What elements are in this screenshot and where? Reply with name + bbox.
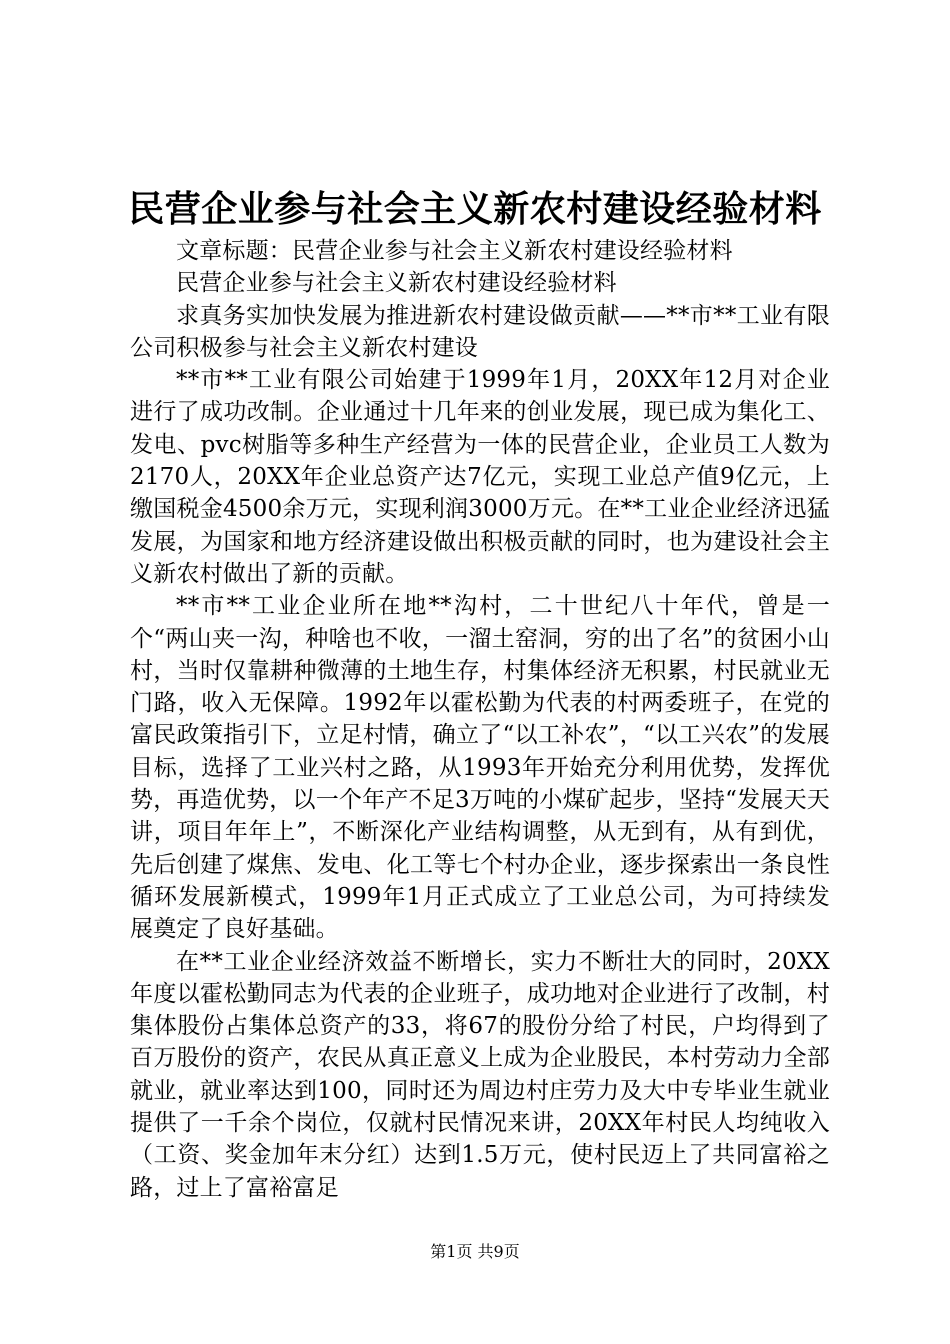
document-body xyxy=(130,235,830,1204)
document-title: 民营企业参与社会主义新农村建设经验材料 xyxy=(128,188,822,230)
heading-paragraph: 求真务实加快发展为推进新农村建设做贡献——**市**工业有限公司积极参与社会主义新农村建设 xyxy=(130,302,830,361)
body-paragraph-company: **市**工业有限公司始建于1999年1月，20XX年12月对企业进行了成功改制。企业通过十几年来的创业发展，现已成为集化工、发电、pvc树脂等多种生产经营为一体的民营企业，企业员工人数为2170人，20XX年企业总资产达7亿元，实现工业总产值9亿元，上缴国税金4500余万元，实现利润3000万元。在**工业企业经济迅猛发展，为国家和地方经济建设做出积极贡献的同时，也为建设社会主义新农村做出了新的贡献。 xyxy=(130,367,830,587)
body-paragraph-history: **市**工业企业所在地**沟村，二十世纪八十年代，曾是一个“两山夹一沟，种啥也不收，一溜土窑洞，穷的出了名”的贫困小山村，当时仅靠耕种微薄的土地生存，村集体经济无积累，村民就业无门路，收入无保障。1992年以霍松勤为代表的村两委班子，在党的富民政策指引下，立足村情，确立了“以工补农”，“以工兴农”的发展目标，选择了工业兴村之路，从1993年开始充分利用优势，发挥优势，再造优势，以一个年产不足3万吨的小煤矿起步，坚持“发展天天讲，项目年年上”，不断深化产业结构调整，从无到有，从有到优，先后创建了煤焦、发电、化工等七个村办企业，逐步探索出一条良性循环发展新模式，1999年1月正式成立了工业总公司，为可持续发展奠定了良好基础。 xyxy=(130,593,830,943)
body-paragraph-reform: 在**工业企业经济效益不断增长，实力不断壮大的同时，20XX年度以霍松勤同志为代表的企业班子，成功地对企业进行了改制，村集体股份占集体总资产的33，将67的股份分给了村民，户均得到了百万股份的资产，农民从真正意义上成为企业股民，本村劳动力全部就业，就业率达到100，同时还为周边村庄劳力及大中专毕业生就业提供了一千余个岗位，仅就村民情况来讲，20XX年村民人均纯收入（工资、奖金加年末分红）达到1.5万元，使村民迈上了共同富裕之路，过上了富裕富足 xyxy=(130,948,830,1201)
subtitle-line: 民营企业参与社会主义新农村建设经验材料 xyxy=(176,270,617,297)
article-title-line: 文章标题：民营企业参与社会主义新农村建设经验材料 xyxy=(176,238,733,264)
page-footer: 第1页 共9页 xyxy=(430,1242,520,1261)
